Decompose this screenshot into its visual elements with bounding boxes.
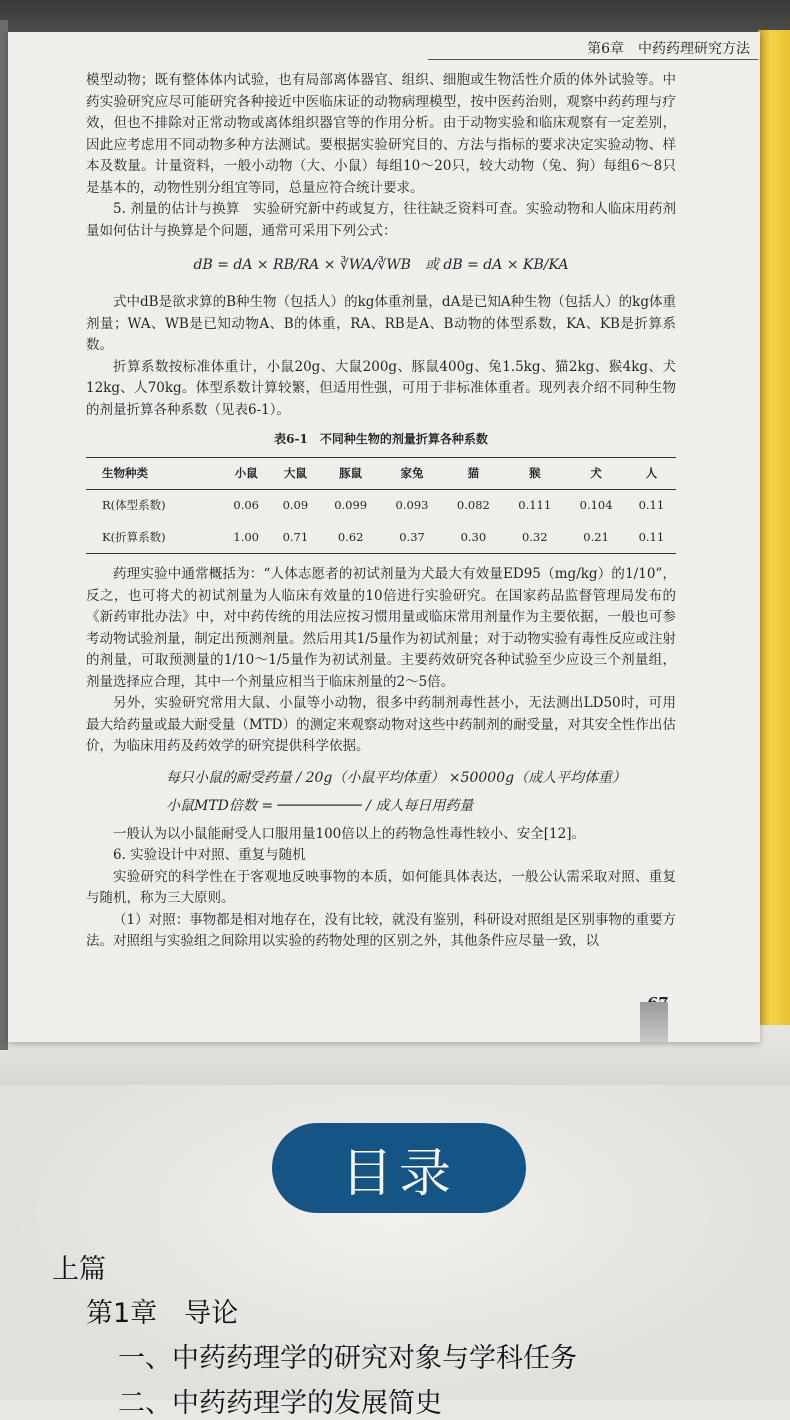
table-cell: 0.62 [337,529,364,544]
table-cell: 0.09 [282,498,309,512]
book-cover-edge [758,30,790,1025]
table-header-row [86,457,676,490]
table-cell: 0.104 [579,498,613,512]
table-cell: 0.082 [456,498,490,512]
table-header-cell: 人 [645,465,658,480]
table-header-cell: 家兔 [400,465,424,480]
table-row [86,522,676,554]
page-body [86,70,676,953]
mtd-numerator: 每只小鼠的耐受药量 / 20g（小鼠平均体重） ×50000g（成人平均体重） [166,769,627,786]
table-cell: 0.30 [460,529,487,544]
toc-part: 上篇 [52,1254,106,1285]
table-cell: 0.11 [638,529,665,544]
table-header-cell: 豚鼠 [339,465,363,480]
table-cell: 0.32 [521,529,548,544]
toc-section: 一、中药药理学的研究对象与学科任务 [118,1343,577,1374]
table-cell: 0.06 [233,498,259,512]
table-header-cell: 大鼠 [283,465,307,480]
table-header-cell: 小鼠 [234,465,258,480]
paragraph: 药理实验中通常概括为：“人体志愿者的初试剂量为犬最大有效量ED95（mg/kg）的1/10”，反之，也可将犬的初试剂量为人临床有效量的10倍进行实验研究。在国家药品监督管理局发布的《新药审批办法》中，对中药传统的用法应按习惯用量或临床常用剂量作为主要依据，一般也可参考动物试验剂量，制定出预测剂量。然后用其1/5量作为初试剂量；对于动物实验有毒性反应或注射的剂量，可取预测量的1/10～1/5量作为初试剂量。主要药效研究各种试验至少应设三个剂量组，剂量选择应合理，其中一个剂量应相当于临床剂量的2～5倍。 [86,566,676,690]
paragraph: （1）对照：事物都是相对地存在，没有比较，就没有鉴别，科研设对照组是区别事物的重要方法。对照组与实验组之间除用以实验的药物处理的区别之外，其他条件应尽量一致，以 [86,911,676,949]
section-heading: 6. 实验设计中对照、重复与随机 [113,847,306,863]
table-header-cell: 犬 [590,465,602,480]
toc-section: 二、中药药理学的发展简史 [118,1388,442,1419]
coefficient-table [86,457,676,555]
toc-chapter: 第1章 导论 [86,1298,239,1329]
table-title: 表6-1 不同种生物的剂量折算各种系数 [274,432,488,446]
toc-heading-badge [272,1123,526,1213]
table-cell: 0.71 [282,529,309,544]
book-page [8,32,760,1042]
table-row [86,490,676,522]
toc-heading: 目录 [340,1143,457,1204]
paragraph: 式中dB是欲求算的B种生物（包括人）的kg体重剂量，dA是已知A种生物（包括人）的kg体重剂量；WA、WB是已知动物A、B的体重，RA、RB是A、B动物的体型系数，KA、KB是折算系数。 [86,294,676,353]
paragraph: 一般认为以小鼠能耐受人口服用量100倍以上的药物急性毒性较小、安全[12]。 [113,825,585,842]
paragraph: 实验研究的科学性在于客观地反映事物的本质，如何能具体表达，一般公认需采取对照、重复与随机，称为三大原则。 [86,868,676,906]
table-cell: 1.00 [233,529,259,544]
paragraph: 模型动物；既有整体体内试验，也有局部离体器官、组织、细胞或生物活性介质的体外试验等。中药实验研究应尽可能研究各种接近中医临床证的动物病理模型，按中医药治则，观察中药药理与疗效，但也不排除对正常动物或离体组织器官等的作用分析。由于动物实验和临床观察有一定差别，因此应考虑用不同动物多种方法测试。要根据实验研究目的、方法与指标的要求决定实验动物、样本及数量。计量资料，一般小动物（大、小鼠）每组10～20只，较大动物（兔、狗）每组6～8只是基本的，动物性别分组宜等同，总量应符合统计要求。 [86,72,676,196]
table-header-cell: 生物种类 [102,465,148,480]
paragraph: 另外，实验研究常用大鼠、小鼠等小动物，很多中药制剂毒性甚小，无法测出LD50时，可用最大给药量或最大耐受量（MTD）的测定来观察动物对这些中药制剂的耐受量，对其安全性作出估价，为临床用药及药效学的研究提供科学依据。 [86,695,676,754]
page-thumb-tab [640,1002,668,1042]
running-head: 第6章 中药药理研究方法 [428,38,758,60]
table-cell: 0.11 [638,498,665,512]
paragraph: 5. 剂量的估计与换算 实验研究新中药或复方，往往缺乏资料可查。实验动物和人临床用药剂量如何估计与换算是个问题，通常可采用下列公式： [86,201,676,239]
dose-formula: dB = dA × RB/RA × ∛WA/∛WB 或 dB = dA × KB/KA [193,257,569,273]
mtd-denominator: 小鼠MTD倍数 = ────────── / 成人每日用药量 [166,797,474,814]
table-cell: 0.37 [399,529,425,544]
paragraph: 折算系数按标准体重计，小鼠20g、大鼠200g、豚鼠400g、兔1.5kg、猫2kg、猴4kg、犬12kg、人70kg。体型系数计算较繁，但适用性强，可用于非标准体重者。现列表介绍不同种生物的剂量折算各种系数（见表6-1）。 [86,358,676,418]
table-cell: 0.099 [334,498,368,512]
table-cell: 0.21 [583,529,609,544]
table-header-cell: 猴 [528,465,541,480]
table-cell: R(体型系数) [102,498,166,512]
table-cell: K(折算系数) [102,529,166,544]
page-stack-edge [0,20,8,1050]
table-header-cell: 猫 [467,465,480,480]
table-cell: 0.111 [518,498,552,512]
mtd-formula [166,764,676,820]
table-cell: 0.093 [395,498,429,512]
